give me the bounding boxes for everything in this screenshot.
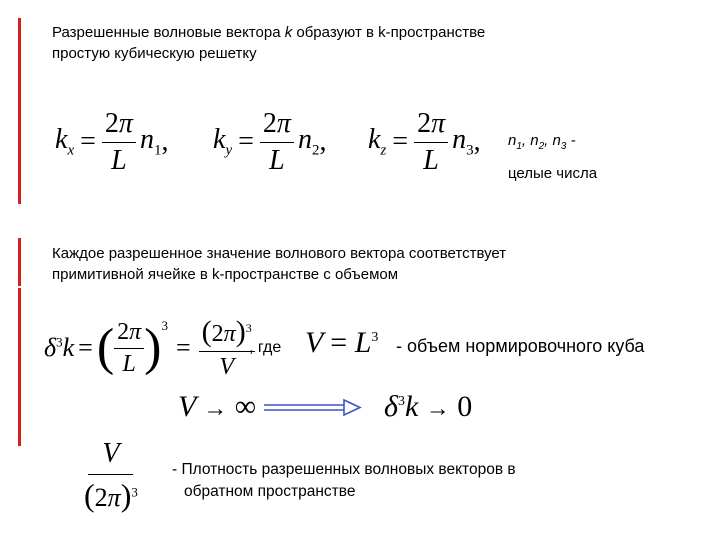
formula-kx: $k_x$ = $\frac{2\pi}{L}$ $n_1$ , [55,107,169,176]
density-line-2: обратном пространстве [184,483,356,500]
heading-line-2: простую кубическую решетку [52,45,257,62]
formula-limit-cell: $\delta^3k \to 0$ [384,390,473,423]
accent-bar-bottom [18,288,21,446]
integers-description: целые числа [508,165,598,182]
formula-limit-volume: V → ∞ [178,390,257,423]
paragraph-line-2: примитивной ячейке в k-пространстве с объемом [52,266,399,283]
implies-arrow [262,398,362,418]
integers-label: $n_1$, $n_2$, $n_3$ - [508,132,576,152]
accent-bar-middle [18,238,21,286]
volume-description: - объем нормировочного куба [396,336,645,356]
paragraph-line-1: Каждое разрешенное значение волнового вектора соответствует [52,245,507,262]
density-line-1: - Плотность разрешенных волновых векторов в [172,461,516,478]
formula-density: $\frac{V}{(2\pi)^3}$ [84,438,138,513]
formula-ky: $k_y$ = $\frac{2\pi}{L}$ $n_2$ , [213,107,327,176]
where-label: , где [249,339,282,356]
heading-line-1: Разрешенные волновые вектора k образуют в k-пространстве [52,24,486,41]
accent-bar-top [18,18,21,204]
density-description [172,459,516,503]
cell-volume-paragraph [52,243,672,285]
heading [52,22,672,64]
formula-kz: $k_z$ = $\frac{2\pi}{L}$ $n_3$ , [368,107,481,176]
formula-norm-volume: $V = L^3$ [305,326,379,359]
formula-cell-volume: $\delta^3k$ = ( $\frac{2\pi}{L}$ ) $^3$ = $\frac{(2\pi)^3}{V}$ [44,312,255,384]
